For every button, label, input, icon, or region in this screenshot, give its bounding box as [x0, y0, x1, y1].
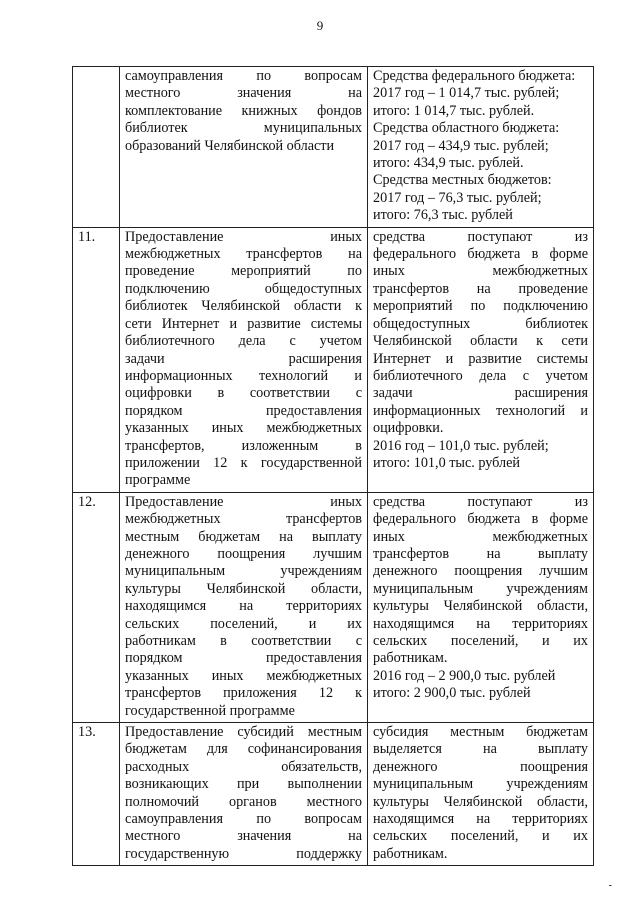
- activity-line: библиотечного дела с учетом: [125, 333, 362, 350]
- financing-line: 2016 год – 2 900,0 тыс. рублей: [373, 667, 556, 684]
- activity-line: местным бюджетам на выплату: [125, 528, 362, 545]
- financing-line: оцифровки.: [373, 420, 444, 437]
- financing-line: сельских поселений, и их: [373, 828, 588, 845]
- activity-line: порядком предоставления: [125, 650, 362, 667]
- financing-line: Средства местных бюджетов:: [373, 172, 552, 189]
- activity-cell: [120, 227, 368, 492]
- financing-line: иных межбюджетных: [373, 263, 588, 280]
- financing-line: 2016 год – 101,0 тыс. рублей;: [373, 437, 549, 454]
- table-row: [73, 227, 594, 492]
- financing-line: средства поступают из: [373, 228, 588, 245]
- activity-line: задачи расширения: [125, 350, 362, 367]
- activity-line: Предоставление иных: [125, 493, 362, 510]
- financing-line: находящимся на территориях: [373, 615, 588, 632]
- financing-cell: [368, 67, 594, 228]
- financing-cell: [368, 723, 594, 866]
- activity-line: указанных иных межбюджетных: [125, 420, 362, 437]
- activity-line: Предоставление иных: [125, 228, 362, 245]
- activity-line: оцифровки в соответствии с: [125, 385, 362, 402]
- financing-line: Средства областного бюджета:: [373, 120, 560, 137]
- activity-cell: [120, 723, 368, 866]
- financing-line: муниципальным учреждениям: [373, 580, 588, 597]
- activity-line: полномочий органов местного: [125, 793, 362, 810]
- financing-cell: [368, 492, 594, 722]
- financing-line: итого: 101,0 тыс. рублей: [373, 454, 520, 471]
- activity-line: порядком предоставления: [125, 402, 362, 419]
- financing-line: находящимся на территориях: [373, 811, 588, 828]
- activity-line: работникам в соответствии с: [125, 633, 362, 649]
- financing-line: 2017 год – 76,3 тыс. рублей;: [373, 189, 542, 206]
- financing-cell: [368, 227, 594, 492]
- activity-line: возникающих при выполнении: [125, 776, 362, 793]
- financing-line: Интернет и развитие системы: [373, 350, 588, 367]
- activity-line: проведение мероприятий по: [125, 263, 362, 280]
- financing-line: информационных технологий и: [373, 402, 588, 419]
- financing-line: 2017 год – 434,9 тыс. рублей;: [373, 137, 549, 154]
- activity-line: самоуправления по вопросам: [125, 68, 362, 84]
- activity-line: трансфертов, изложенным в: [125, 437, 362, 454]
- activity-line: образований Челябинской области: [125, 137, 335, 154]
- financing-line: Челябинской области к сети: [373, 333, 588, 350]
- activity-cell: [120, 492, 368, 722]
- activity-line: самоуправления по вопросам: [125, 811, 362, 828]
- financing-line: работникам.: [373, 650, 448, 667]
- financing-line: денежного поощрения: [373, 758, 588, 775]
- financing-line: итого: 2 900,0 тыс. рублей: [373, 685, 531, 702]
- financing-line: трансфертов на выплату: [373, 545, 588, 562]
- activity-line: государственной программе: [125, 702, 295, 719]
- financing-line: субсидия местным бюджетам: [373, 724, 588, 741]
- financing-line: федерального бюджета в форме: [373, 246, 588, 263]
- activity-line: расходных обязательств,: [125, 758, 362, 775]
- financing-line: трансфертов на проведение: [373, 280, 588, 297]
- financing-line: итого: 76,3 тыс. рублей: [373, 207, 513, 224]
- activity-line: государственную поддержку: [125, 845, 362, 862]
- activity-line: указанных иных межбюджетных: [125, 667, 362, 684]
- activity-line: местного значения на: [125, 828, 362, 845]
- activity-line: культуры Челябинской области,: [125, 580, 362, 597]
- page-number: 9: [316, 18, 324, 33]
- table-row: [73, 723, 594, 866]
- activity-line: Предоставление субсидий местным: [125, 724, 362, 741]
- activity-line: трансфертов приложения 12 к: [125, 685, 362, 702]
- row-number: 12.: [73, 492, 120, 722]
- activity-line: комплектование книжных фондов: [125, 102, 362, 119]
- financing-line: выделяется на выплату: [373, 741, 588, 758]
- activity-line: находящимся на территориях: [125, 598, 362, 615]
- financing-line: 2017 год – 1 014,7 тыс. рублей;: [373, 85, 560, 102]
- activity-line: сети Интернет и развитие системы: [125, 315, 362, 332]
- row-number: [73, 67, 120, 228]
- activity-cell: [120, 67, 368, 228]
- financing-line: библиотечного дела с учетом: [373, 367, 588, 384]
- financing-line: культуры Челябинской области,: [373, 793, 588, 810]
- financing-line: итого: 434,9 тыс. рублей.: [373, 155, 524, 172]
- program-table: [72, 66, 594, 866]
- activity-line: местного значения на: [125, 85, 362, 102]
- table-row: [73, 492, 594, 722]
- financing-line: иных межбюджетных: [373, 528, 588, 545]
- activity-line: межбюджетных трансфертов: [125, 511, 362, 528]
- row-number: 11.: [73, 227, 120, 492]
- activity-line: бюджетам для софинансирования: [125, 741, 362, 758]
- financing-line: Средства федерального бюджета:: [373, 68, 576, 84]
- activity-line: приложении 12 к государственной: [125, 454, 362, 471]
- activity-line: денежного поощрения лучшим: [125, 545, 362, 562]
- financing-line: итого: 1 014,7 тыс. рублей.: [373, 102, 535, 119]
- table-row: [73, 67, 594, 228]
- financing-line: сельских поселений, и их: [373, 633, 588, 649]
- row-number: 13.: [73, 723, 120, 866]
- activity-line: программе: [125, 472, 191, 489]
- corner-mark: -: [608, 880, 612, 891]
- activity-line: сельских поселений, и их: [125, 615, 362, 632]
- activity-line: библиотек муниципальных: [125, 120, 362, 137]
- financing-line: средства поступают из: [373, 493, 588, 510]
- financing-line: денежного поощрения лучшим: [373, 563, 588, 580]
- activity-line: муниципальным учреждениям: [125, 563, 362, 580]
- financing-line: мероприятий по подключению: [373, 298, 588, 315]
- financing-line: федерального бюджета в форме: [373, 511, 588, 528]
- financing-line: задачи расширения: [373, 385, 588, 402]
- activity-line: межбюджетных трансфертов на: [125, 246, 362, 263]
- financing-line: муниципальным учреждениям: [373, 776, 588, 793]
- activity-line: библиотек Челябинской области к: [125, 298, 362, 315]
- activity-line: подключению общедоступных: [125, 280, 362, 297]
- activity-line: информационных технологий и: [125, 367, 362, 384]
- financing-line: работникам.: [373, 845, 448, 862]
- financing-line: общедоступных библиотек: [373, 315, 588, 332]
- financing-line: культуры Челябинской области,: [373, 598, 588, 615]
